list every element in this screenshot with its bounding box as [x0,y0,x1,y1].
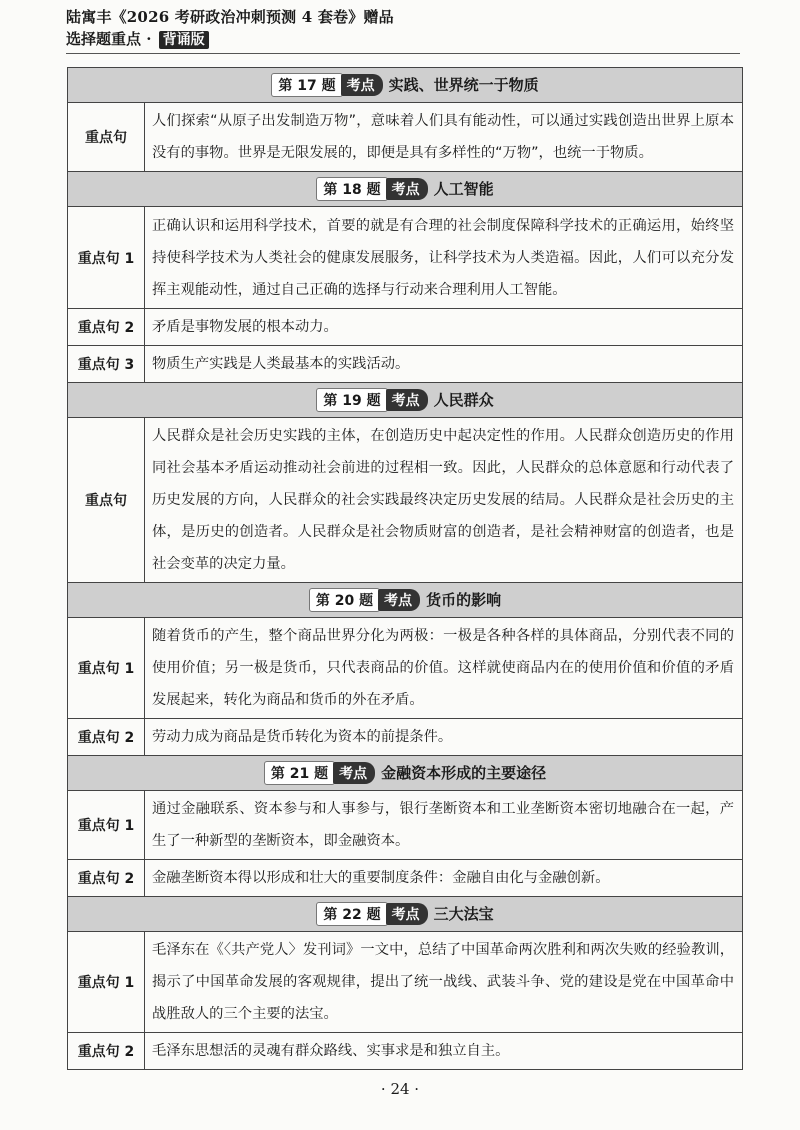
section-title [68,583,743,618]
section-header [68,756,743,791]
key-sentence-text: 毛泽东在《〈共产党人〉发刊词》一文中，总结了中国革命两次胜利和两次失败的经验教训，揭示了中国革命发展的客观规律，提出了统一战线、武装斗争、党的建设是党在中国革命中战胜敌人的三个主要的法宝。 [145,932,743,1033]
section-title [68,756,743,791]
key-sentence-row [68,309,743,346]
section-topic: 三大法宝 [433,905,494,923]
key-sentence-text: 人民群众是社会历史实践的主体，在创造历史中起决定性的作用。人民群众创造历史的作用同社会基本矛盾运动推动社会前进的过程相一致。因此，人民群众的总体意愿和行动代表了历史发展的方向，人民群众的社会实践最终决定历史发展的结局。人民群众是社会历史的主体，是历史的创造者。人民群众是社会物质财富的创造者，是社会精神财富的创造者，也是社会变革的决定力量。 [145,418,743,583]
section-title [68,68,743,103]
key-sentence-row [68,207,743,309]
question-number: 第 20 题 [309,588,380,612]
section-topic: 金融资本形成的主要途径 [381,764,547,782]
header-title: 陆寓丰《2026 考研政治冲刺预测 4 套卷》赠品 [66,8,394,26]
kaodian-tag: 考点 [378,589,420,611]
key-sentence-text: 物质生产实践是人类最基本的实践活动。 [145,346,743,383]
key-sentence-row [68,791,743,860]
key-sentence-label: 重点句 3 [68,346,145,383]
key-sentence-label: 重点句 [68,418,145,583]
question-number: 第 21 题 [264,761,335,785]
section-topic: 实践、世界统一于物质 [388,76,539,94]
kaodian-tag: 考点 [386,178,428,200]
section-header [68,583,743,618]
page-header [66,6,394,50]
question-number: 第 18 题 [316,177,387,201]
key-sentence-row [68,932,743,1033]
section-topic: 货币的影响 [426,591,502,609]
section-header [68,897,743,932]
kaodian-tag: 考点 [386,903,428,925]
key-sentence-label: 重点句 [68,103,145,172]
header-rule [66,53,740,54]
header-subtitle-text: 选择题重点 · [66,30,157,48]
section-topic: 人民群众 [433,391,494,409]
section-title [68,897,743,932]
page-number: · 24 · [380,1080,420,1098]
key-sentence-label: 重点句 2 [68,309,145,346]
key-points-table [67,67,743,1070]
key-sentence-label: 重点句 2 [68,860,145,897]
key-sentence-text: 金融垄断资本得以形成和壮大的重要制度条件：金融自由化与金融创新。 [145,860,743,897]
key-sentence-label: 重点句 1 [68,932,145,1033]
question-number: 第 19 题 [316,388,387,412]
key-sentence-text: 毛泽东思想活的灵魂有群众路线、实事求是和独立自主。 [145,1033,743,1070]
kaodian-tag: 考点 [333,762,375,784]
key-sentence-label: 重点句 1 [68,618,145,719]
key-sentence-label: 重点句 2 [68,1033,145,1070]
header-badge: 背诵版 [159,31,209,49]
key-sentence-row [68,346,743,383]
key-sentence-text: 劳动力成为商品是货币转化为资本的前提条件。 [145,719,743,756]
key-sentence-text: 随着货币的产生，整个商品世界分化为两极：一极是各种各样的具体商品，分别代表不同的使用价值；另一极是货币，只代表商品的价值。这样就使商品内在的使用价值和价值的矛盾发展起来，转化为商品和货币的外在矛盾。 [145,618,743,719]
section-title [68,383,743,418]
kaodian-tag: 考点 [341,74,383,96]
key-sentence-row [68,103,743,172]
question-number: 第 17 题 [271,73,342,97]
question-number: 第 22 题 [316,902,387,926]
key-sentence-label: 重点句 1 [68,207,145,309]
key-sentence-row [68,719,743,756]
section-title [68,172,743,207]
section-header [68,383,743,418]
key-sentence-text: 人们探索“从原子出发制造万物”，意味着人们具有能动性，可以通过实践创造出世界上原本没有的事物。世界是无限发展的，即便是具有多样性的“万物”，也统一于物质。 [145,103,743,172]
header-subtitle [66,28,394,50]
key-sentence-row [68,618,743,719]
section-header [68,68,743,103]
key-sentence-label: 重点句 2 [68,719,145,756]
section-topic: 人工智能 [433,180,494,198]
key-sentence-text: 通过金融联系、资本参与和人事参与，银行垄断资本和工业垄断资本密切地融合在一起，产生了一种新型的垄断资本，即金融资本。 [145,791,743,860]
key-sentence-label: 重点句 1 [68,791,145,860]
key-sentence-row [68,860,743,897]
key-sentence-row [68,418,743,583]
section-header [68,172,743,207]
key-sentence-text: 正确认识和运用科学技术，首要的就是有合理的社会制度保障科学技术的正确运用，始终坚持使科学技术为人类社会的健康发展服务，让科学技术为人类造福。因此，人们可以充分发挥主观能动性，通过自己正确的选择与行动来合理利用人工智能。 [145,207,743,309]
key-sentence-row [68,1033,743,1070]
key-sentence-text: 矛盾是事物发展的根本动力。 [145,309,743,346]
kaodian-tag: 考点 [386,389,428,411]
